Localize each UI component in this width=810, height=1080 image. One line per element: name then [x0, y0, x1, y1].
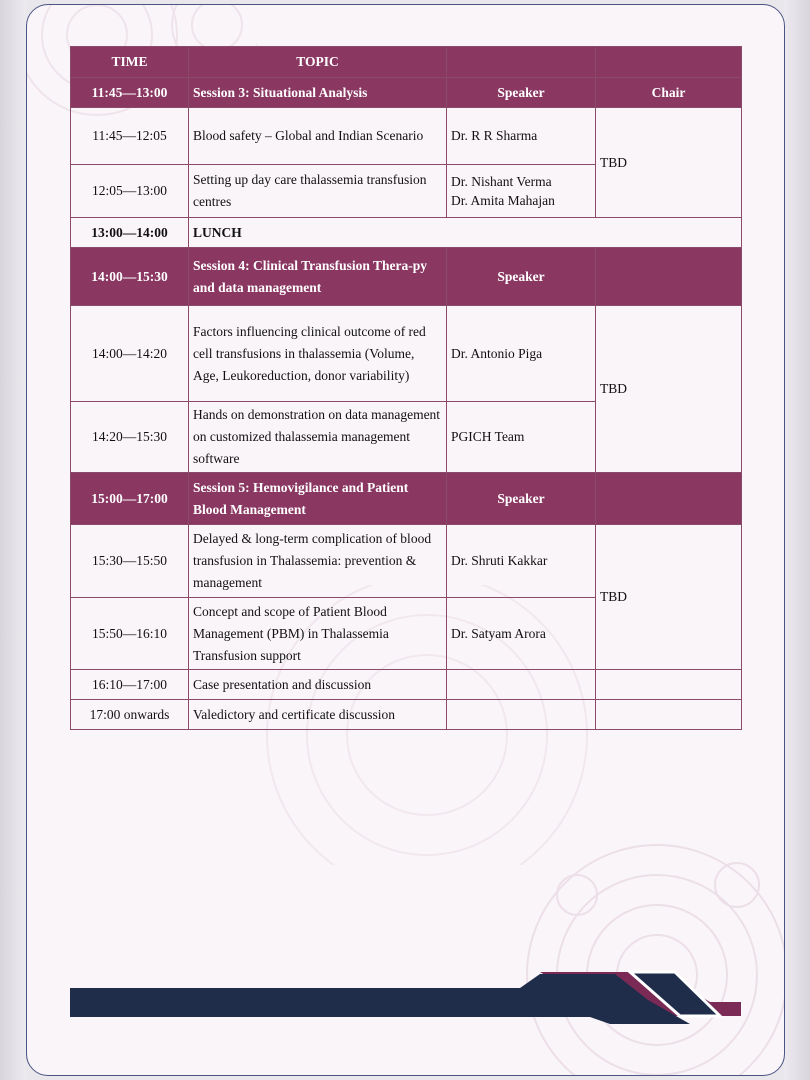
- mandala-decoration-bottom-right-icon: [467, 825, 785, 1075]
- item-speaker: Dr. R R Sharma: [447, 108, 596, 165]
- item-speakers: [447, 165, 596, 218]
- speaker-label: Speaker: [447, 248, 596, 306]
- footer-ribbon-decoration: [70, 970, 741, 1030]
- header-topic: TOPIC: [189, 47, 447, 78]
- session-title: Session 3: Situational Analysis: [189, 78, 447, 108]
- chair-value: TBD: [596, 108, 742, 218]
- item-speaker: PGICH Team: [447, 402, 596, 473]
- session-3-row: [71, 78, 742, 108]
- item-time: 14:20—15:30: [71, 402, 189, 473]
- item-speaker: Dr. Shruti Kakkar: [447, 525, 596, 598]
- speaker-label: Speaker: [447, 78, 596, 108]
- session-time: 14:00—15:30: [71, 248, 189, 306]
- empty-cell: [596, 700, 742, 730]
- header-col3: [447, 47, 596, 78]
- item-time: 15:50—16:10: [71, 598, 189, 670]
- right-page-shadow: [784, 0, 810, 1080]
- empty-cell: [596, 670, 742, 700]
- lunch-row: [71, 218, 742, 248]
- session-5-row: [71, 473, 742, 525]
- item-speaker-2: Dr. Amita Mahajan: [451, 193, 555, 208]
- speaker-label: Speaker: [447, 473, 596, 525]
- item-time: 17:00 onwards: [71, 700, 189, 730]
- item-topic: Concept and scope of Patient Blood Management (PBM) in Thalassemia Transfusion support: [189, 598, 447, 670]
- session-empty-cell: [596, 248, 742, 306]
- table-row: [71, 306, 742, 402]
- session-empty-cell: [596, 473, 742, 525]
- session-title: Session 4: Clinical Transfusion Thera-py and data management: [189, 248, 447, 306]
- table-row: [71, 670, 742, 700]
- session-time: 15:00—17:00: [71, 473, 189, 525]
- item-topic: Blood safety – Global and Indian Scenario: [189, 108, 447, 165]
- item-time: 14:00—14:20: [71, 306, 189, 402]
- item-time: 16:10—17:00: [71, 670, 189, 700]
- item-topic: Factors influencing clinical outcome of red cell transfusions in thalassemia (Volume, Age, Leukoreduction, donor variability): [189, 306, 447, 402]
- item-topic: Valedictory and certificate discussion: [189, 700, 447, 730]
- session-4-row: [71, 248, 742, 306]
- item-speaker: Dr. Antonio Piga: [447, 306, 596, 402]
- item-topic: Case presentation and discussion: [189, 670, 447, 700]
- item-speaker: Dr. Satyam Arora: [447, 598, 596, 670]
- item-speaker: Dr. Nishant Verma: [451, 174, 552, 189]
- item-time: 15:30—15:50: [71, 525, 189, 598]
- empty-cell: [447, 700, 596, 730]
- session-time: 11:45—13:00: [71, 78, 189, 108]
- item-time: 12:05—13:00: [71, 165, 189, 218]
- table-header-row: [71, 47, 742, 78]
- table-row: [71, 108, 742, 165]
- header-col4: [596, 47, 742, 78]
- lunch-label: LUNCH: [189, 218, 742, 248]
- chair-label: Chair: [596, 78, 742, 108]
- chair-value: TBD: [596, 306, 742, 473]
- item-time: 11:45—12:05: [71, 108, 189, 165]
- left-page-shadow: [0, 0, 26, 1080]
- lunch-time: 13:00—14:00: [71, 218, 189, 248]
- item-topic: Setting up day care thalassemia transfusion centres: [189, 165, 447, 218]
- empty-cell: [447, 670, 596, 700]
- session-title: Session 5: Hemovigilance and Patient Blood Management: [189, 473, 447, 525]
- header-time: TIME: [71, 47, 189, 78]
- footer-navy-band: [70, 974, 690, 1024]
- item-topic: Hands on demonstration on data management on customized thalassemia management software: [189, 402, 447, 473]
- chair-value: TBD: [596, 525, 742, 670]
- table-row: [71, 700, 742, 730]
- table-row: [71, 525, 742, 598]
- agenda-table: [70, 46, 742, 730]
- item-topic: Delayed & long-term complication of blood transfusion in Thalassemia: prevention & management: [189, 525, 447, 598]
